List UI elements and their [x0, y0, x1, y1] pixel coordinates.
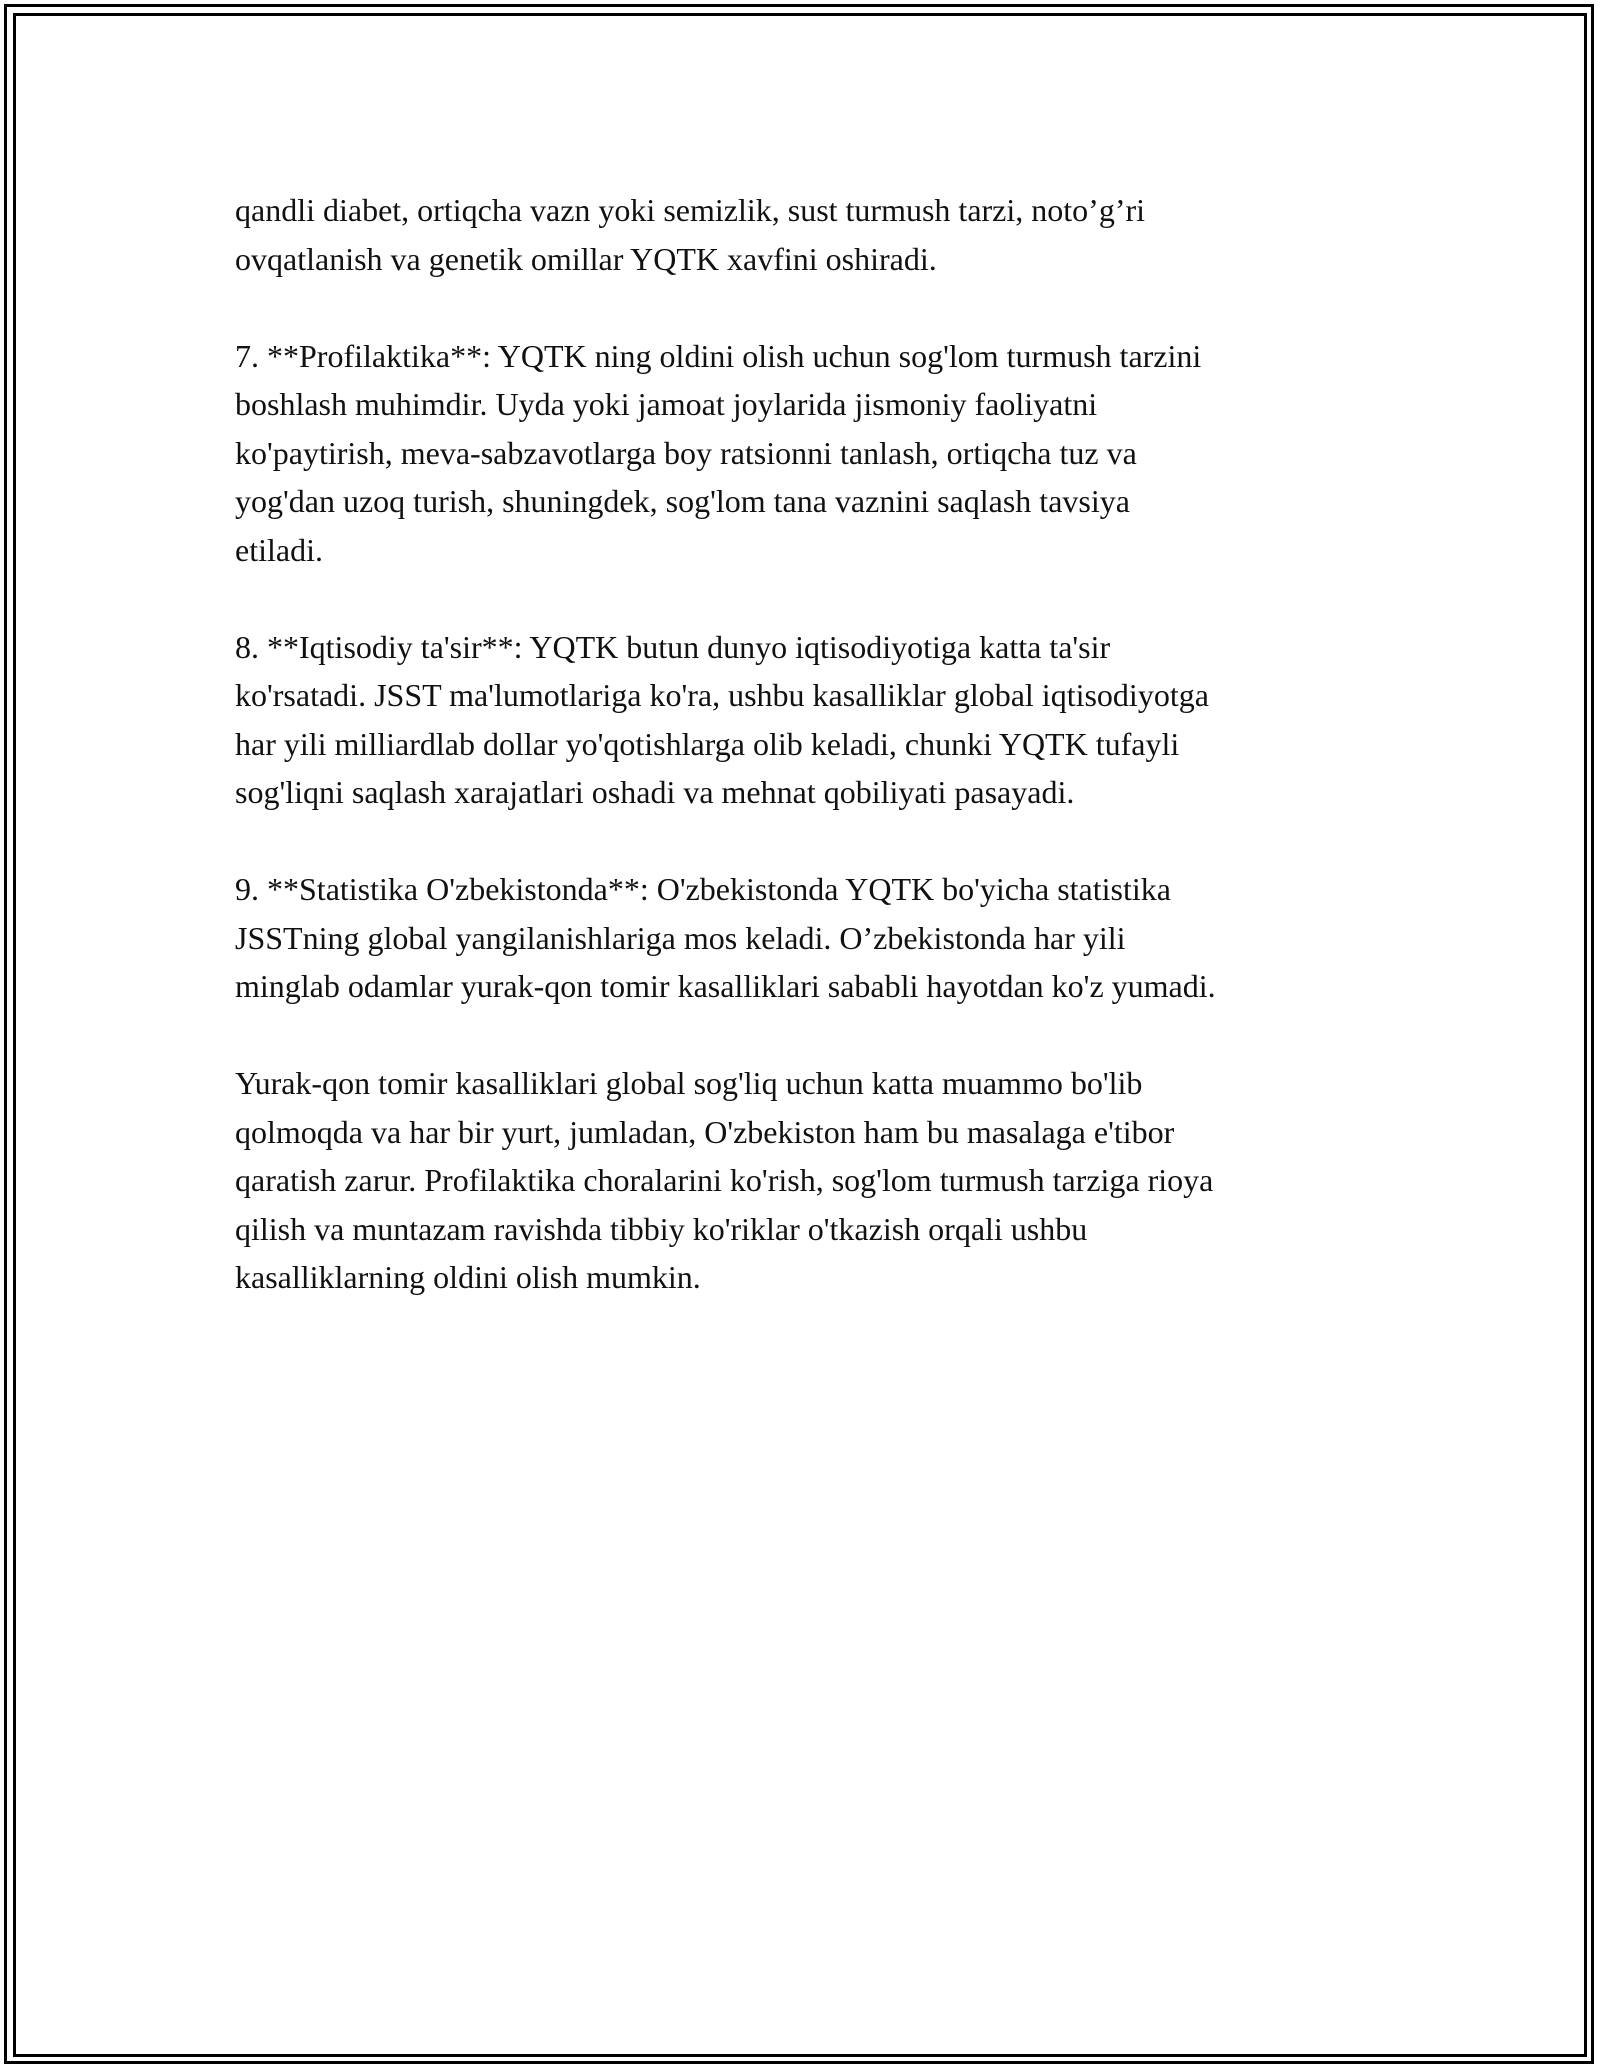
paragraph-conclusion	[235, 1059, 1385, 1302]
text-line: qandli diabet, ortiqcha vazn yoki semizlik, sust turmush tarzi, noto’g’ri	[235, 192, 1146, 228]
text-line: ovqatlanish va genetik omillar YQTK xavfini oshiradi.	[235, 240, 937, 277]
text-line: etiladi.	[235, 531, 323, 568]
text-line: 9. **Statistika O'zbekistonda**: O'zbekistonda YQTK bo'yicha statistika	[235, 871, 1171, 907]
paragraph-profilaktika	[235, 332, 1385, 575]
text-line: ko'paytirish, meva-sabzavotlarga boy ratsionni tanlash, ortiqcha tuz va	[235, 434, 1137, 471]
text-line: ko'rsatadi. JSST ma'lumotlariga ko'ra, ushbu kasalliklar global iqtisodiyotga	[235, 677, 1209, 713]
text-line: minglab odamlar yurak-qon tomir kasalliklari sababli hayotdan ko'z yumadi.	[235, 968, 1216, 1004]
text-line: JSSTning global yangilanishlariga mos keladi. O’zbekistonda har yili	[235, 919, 1126, 956]
text-line: Yurak-qon tomir kasalliklari global sog'liq uchun katta muammo bo'lib	[235, 1065, 1143, 1101]
text-line: qolmoqda va har bir yurt, jumladan, O'zbekiston ham bu masalaga e'tibor	[235, 1113, 1175, 1150]
text-line: har yili milliardlab dollar yo'qotishlarga olib keladi, chunki YQTK tufayli	[235, 725, 1180, 762]
text-line: qaratish zarur. Profilaktika choralarini ko'rish, sog'lom turmush tarziga rioya	[235, 1162, 1214, 1198]
text-line: sog'liqni saqlash xarajatlari oshadi va mehnat qobiliyati pasayadi.	[235, 774, 1075, 810]
paragraph-statistika	[235, 865, 1385, 1011]
paragraph-iqtisodiy-tasir	[235, 623, 1385, 817]
text-line: qilish va muntazam ravishda tibbiy ko'riklar o'tkazish orqali ushbu	[235, 1210, 1088, 1247]
text-line: 8. **Iqtisodiy ta'sir**: YQTK butun dunyo iqtisodiyotiga katta ta'sir	[235, 628, 1111, 665]
text-line: yog'dan uzoq turish, shuningdek, sog'lom tana vaznini saqlash tavsiya	[235, 483, 1130, 519]
document-body	[235, 186, 1385, 1350]
text-line: kasalliklarning oldini olish mumkin.	[235, 1259, 701, 1295]
paragraph-risk-factors	[235, 186, 1385, 283]
text-line: boshlash muhimdir. Uyda yoki jamoat joylarida jismoniy faoliyatni	[235, 386, 1098, 422]
text-line: 7. **Profilaktika**: YQTK ning oldini olish uchun sog'lom turmush tarzini	[235, 337, 1202, 374]
